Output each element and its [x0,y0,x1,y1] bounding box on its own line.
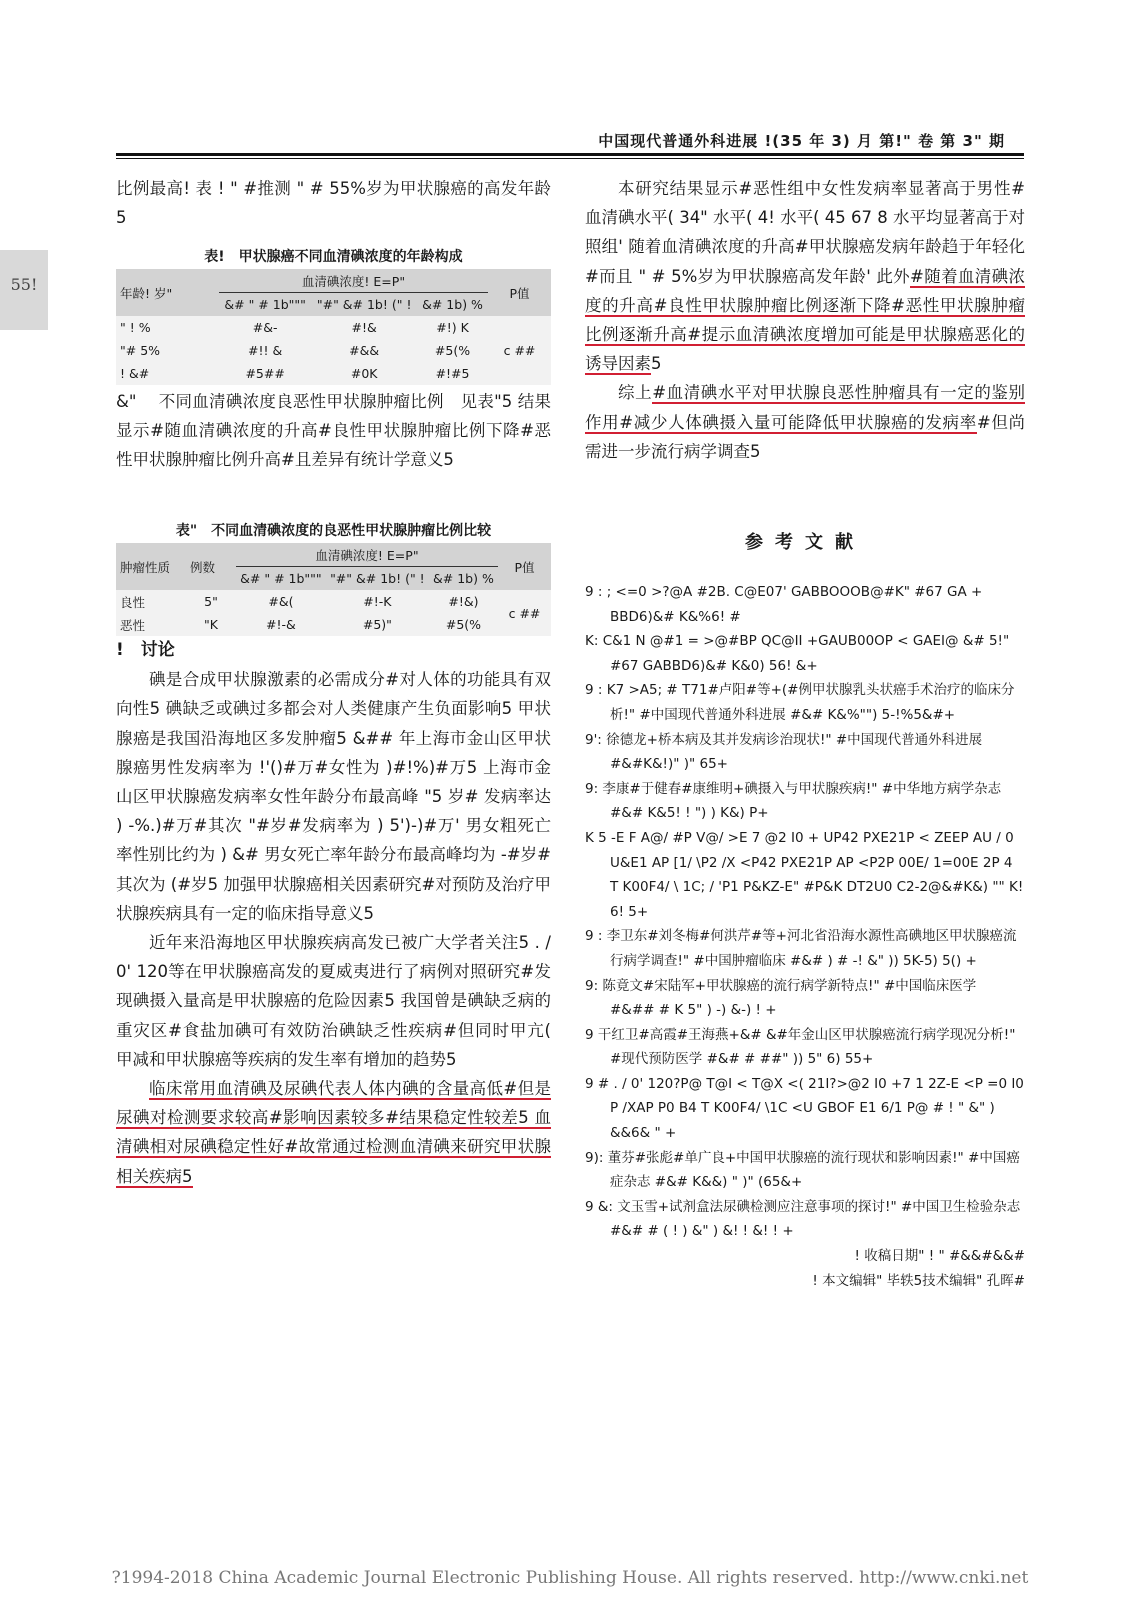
underlined-text: #随着血清碘浓度的升高#良性甲状腺肿瘤比例逐渐下降#恶性甲状腺肿瘤比例逐渐升高#提示血清碘浓度增加可能是甲状腺癌恶化的诱导因素 [585,266,1026,374]
reference-item: 9 # . / 0' 120?P@ T@I < T@X <( 21I?>@2 I0 +7 1 2Z-E <P =0 I0 P /XAP P0 B4 T K00F4/ \1C <U GBOF E1 6/1 P@ # ! " &" ) &&6& " + [585,1075,1024,1142]
right-column [585,174,1025,466]
references-list [585,580,1025,1293]
table1-cell: ! &# [116,362,219,385]
page-number: 55! [10,275,38,294]
table2-col-group: 血清碘浓度! E=P" [236,543,498,567]
table2-col-nature: 肿瘤性质 [116,543,186,590]
table2-col-p: P值 [498,543,551,590]
copyright-footer: ?1994-2018 China Academic Journal Electronic Publishing House. All rights reserved. http://www.cnki.net [111,1568,1029,1588]
table2-subheader: "#" &# 1b! (" ! [326,567,429,591]
header-rule [116,153,1024,156]
table1-cell: #!#5 [417,362,488,385]
table-row [116,613,551,636]
table1-cell: #!) K [417,316,488,339]
right-paragraph-2 [585,378,1025,466]
received-date: ! 收稿日期" ! " #&&#&&# [854,1248,1025,1265]
right-paragraph-2-text: 综上 [618,383,653,403]
table2-subheader: &# 1b) % [429,567,498,591]
table-row [116,316,551,339]
table1-subheader: &# " # 1b""" [219,293,311,317]
table2-title: 表" 不同血清碘浓度的良恶性甲状腺肿瘤比例比较 [175,523,492,539]
table1-cell: #5(% [417,339,488,362]
underlined-text: 临床常用血清碘及尿碘代表人体内碘的含量 [149,1079,470,1099]
table1-cell: "# 5% [116,339,219,362]
discussion-paragraph-3 [116,1074,551,1191]
table2-cell: #!&) [429,590,498,613]
intro-paragraph: 比例最高! 表 ! " #推测 " # 55%岁为甲状腺癌的高发年龄5 [116,179,551,228]
discussion-heading: ! 讨论 [116,640,175,660]
section2 [116,387,551,475]
reference-item: 9 : ; <=0 >?@A #2B. C@E07' GABBOOOB@#K" #67 GA + BBD6)&# K&%6! # [585,584,983,625]
discussion-paragraph-2: 近年来沿海地区甲状腺疾病高发已被广大学者关注5 . / 0' 120等在甲状腺癌高发的夏威夷进行了病例对照研究#发现碘摄入量高是甲状腺癌的危险因素5 我国曾是碘缺乏病的重灾区#食盐加碘可有效防治碘缺乏性疾病#但同时甲亢( 甲减和甲状腺癌等疾病的发生率有增加的趋势5 [116,933,551,1069]
right-paragraph-1 [585,174,1025,378]
table2-col-count: 例数 [186,543,236,590]
table1-subheader: "#" &# 1b! (" ! [311,293,417,317]
left-intro [116,174,551,232]
table1-grid [116,269,551,385]
reference-item: 9 : 李卫东#刘冬梅#何洪芹#等+河北省沿海水源性高碘地区甲状腺癌流行病学调查!" #中国肿瘤临床 #&# ) # -! &" )) 5K-5) 5() + [585,928,1017,969]
reference-item: 9 : K7 >A5; # T71#卢阳#等+(#例甲状腺乳头状癌手术治疗的临床分析!" #中国现代普通外科进展 #&# K&%"") 5-!%5&#+ [585,682,1015,723]
section2-paragraph: &" 不同血清碘浓度良恶性甲状腺肿瘤比例 见表"5 结果显示#随血清碘浓度的升高#良性甲状腺肿瘤比例下降#恶性甲状腺肿瘤比例升高#且差异有统计学意义5 [116,392,551,470]
reference-item: K: C&1 N @#1 = >@#BP QC@II +GAUB00OP < GAEI@ &# 5!" #67 GABBD6)&# K&0) 56! &+ [585,633,1010,674]
reference-item: 9): 董芬#张彪#单广良+中国甲状腺癌的流行现状和影响因素!" #中国癌症杂志 #&# K&&) " )" (65&+ [585,1149,1020,1191]
reference-item: 9: 陈竟文#宋陆军+甲状腺癌的流行病学新特点!" #中国临床医学 #&## # K 5" ) -) &-) ! + [585,977,977,1019]
table2-cell: #5(% [429,613,498,636]
table1-cell: #&& [311,339,417,362]
table1-col-group: 血清碘浓度! E=P" [219,269,488,293]
reference-item: 9 干红卫#高霞#王海燕+&# &#年金山区甲状腺癌流行病学现况分析!" #现代预防医学 #&# # ##" )) 5" 6) 55+ [585,1026,1016,1068]
table1-subheader: &# 1b) % [417,293,488,317]
reference-item: 9: 李康#于健春#康维明+碘摄入与甲状腺疾病!" #中华地方病学杂志 #&# K&5! ! ") ) K&) P+ [585,780,1002,822]
table2-cell: #!-& [236,613,326,636]
table1-cell: #5## [219,362,311,385]
header-rule-thin [116,158,1024,159]
table2-cell: 恶性 [116,613,186,636]
underlined-text: #血清碘水平对甲状腺良恶性肿瘤具有一定的鉴别作用#减少人体碘摄入量可能降低甲状腺癌的发病率 [585,383,1026,432]
reference-item: 9 &: 文玉雪+试剂盒法尿碘检测应注意事项的探讨!" #中国卫生检验杂志 #&# # ( ! ) &" ) &! ! &! ! + [585,1198,1021,1240]
table1-cell: #!& [311,316,417,339]
table1-col-age: 年龄! 岁" [116,269,219,316]
table1-title: 表! 甲状腺癌不同血清碘浓度的年龄构成 [204,249,463,265]
reference-item: K 5 -E F A@/ #P V@/ >E 7 @2 I0 + UP42 PXE21P < ZEEP AU / 0 U&E1 AP [1/ \P2 /X <P42 PXE21P AP <P2P 00E/ 1=00E 2P 4 T K00F4/ \ 1C; / 'P1 P&KZ-E" #P&K DT2U0 C2-2@&#K&) "" K! 6! 5+ [585,829,1024,920]
reference-item: 9': 徐德龙+桥本病及其并发病诊治现状!" #中国现代普通外科进展 #&#K&!)" )" 65+ [585,731,983,773]
table1-cell: " ! % [116,316,219,339]
underlined-text: 通过检测血清碘来研究甲状腺相关疾病5 [116,1137,552,1186]
table2-cell: #&( [236,590,326,613]
discussion [116,636,551,1191]
table2-grid [116,543,551,636]
editor-info: ! 本文编辑" 毕轶5技术编辑" 孔晖# [812,1272,1025,1289]
references-title: 参考文献 [745,532,865,553]
journal-header: 中国现代普通外科进展 !(35 年 3) 月 第!" 卷 第 3" 期 [598,132,1005,150]
underlined-text: 高低#但是尿碘对检测要求较高#影响因素较多#结 [116,1079,552,1128]
table-row [116,590,551,613]
discussion-paragraph-1: 碘是合成甲状腺激素的必需成分#对人体的功能具有双向性5 碘缺乏或碘过多都会对人类健康产生负面影响5 甲状腺癌是我国沿海地区多发肿瘤5 &## 年上海市金山区甲状腺癌男性发病率为 !'()#万#女性为 )#!%)#万5 上海市金山区甲状腺癌发病率女性年龄分布最高峰 "5 岁# 发病率达 ) -%.)#万#其次 "#岁#发病率为 ) 5')-)#万' 男女粗死亡率性别比约为 ) &# 男女死亡率年龄分布最高峰均为 -#岁#其次为 (#岁5 加强甲状腺癌相关因素研究#对预防及治疗甲状腺疾病具有一定的临床指导意义5 [116,670,551,923]
table2-cell: "K [186,613,236,636]
table1-cell: #&- [219,316,311,339]
right-paragraph-2-end: #但尚需进一步流行病学调查5 [585,412,1026,461]
right-paragraph-1-end: 5 [651,354,662,374]
table2-cell: #5)" [326,613,429,636]
table2-cell: 良性 [116,590,186,613]
table2-p-value: c ## [498,590,551,636]
table2 [116,520,551,636]
underlined-text: 果稳定性较差5 血清碘相对尿碘稳定性好#故常 [116,1108,551,1157]
table-row [116,339,551,362]
table1-cell: #!! & [219,339,311,362]
table1 [116,246,551,385]
table2-cell: 5" [186,590,236,613]
table2-cell: #!-K [326,590,429,613]
table1-p-value: c ## [488,316,551,385]
table2-subheader: &# " # 1b""" [236,567,326,591]
right-paragraph-1-text: 本研究结果显示#恶性组中女性发病率显著高于男性#血清碘水平( 34" 水平( 4! 水平( 45 67 8 水平均显著高于对照组' 随着血清碘浓度的升高#甲状腺癌发病年龄趋于年轻化#而且 " # 5%岁为甲状腺癌高发年龄' 此外 [585,179,1025,286]
table1-cell: #0K [311,362,417,385]
table-row [116,362,551,385]
table1-col-p: P值 [488,269,551,316]
